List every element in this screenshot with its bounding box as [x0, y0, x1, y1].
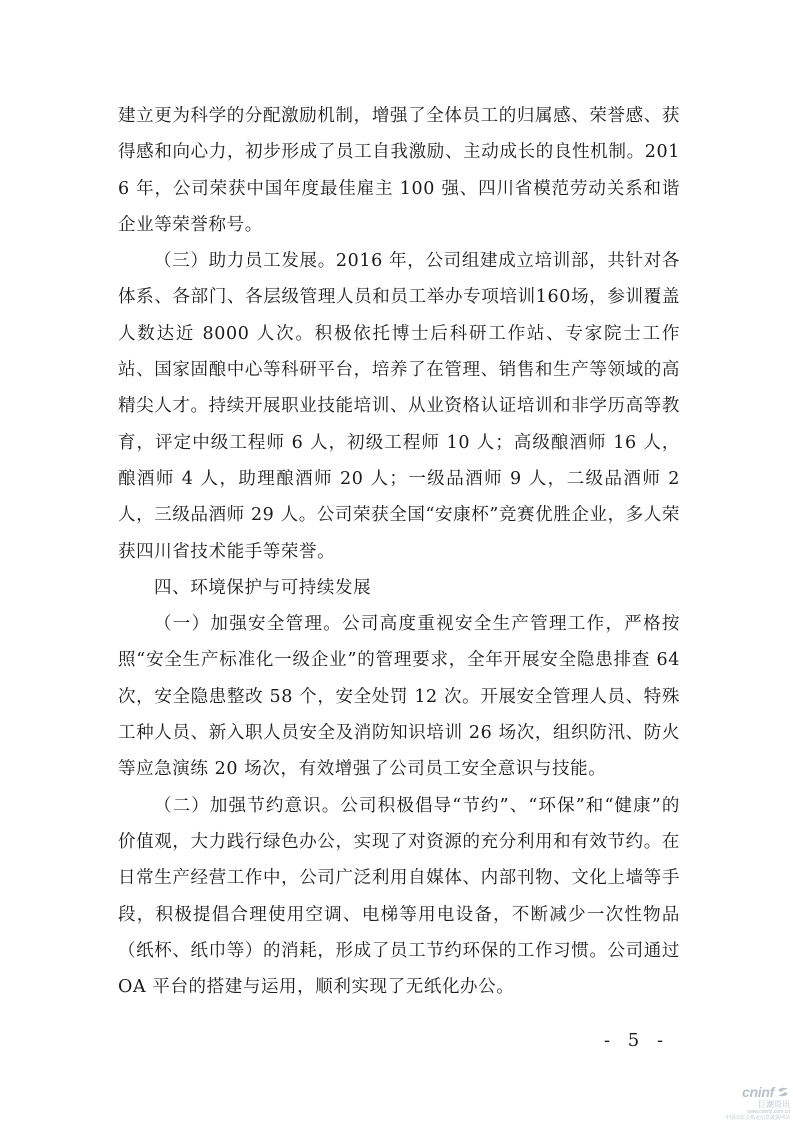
- watermark-url: www.cninfo.com.cn: [747, 1109, 790, 1115]
- paragraph-employee-development: （三）助力员工发展。2016 年，公司组建成立培训部，共针对各体系、各部门、各层级管理人员和员工举办专项培训160场，参训覆盖人数达近 8000 人次。积极依托博士后科研工作站、专家院士工作站、国家固酿中心等科研平台，培养了在管理、销售和生产等领域的高精尖人才。持续开展职业技能培训、从业资格认证培训和非学历高等教育，评定中级工程师 6 人，初级工程师 10 人；高级酿酒师 16 人，酿酒师 4 人，助理酿酒师 20 人；一级品酒师 9 人，二级品酒师 2 人，三级品酒师 29 人。公司荣获全国“安康杯”竞赛优胜企业，多人荣获四川省技术能手等荣誉。: [118, 251, 680, 562]
- cninfo-logo-icon: [776, 1085, 790, 1099]
- watermark-brand: cninf: [742, 1084, 774, 1100]
- watermark-name: 巨潮资讯: [758, 1100, 790, 1109]
- paragraph-safety-management: （一）加强安全管理。公司高度重视安全生产管理工作，严格按照“安全生产标准化一级企业”的管理要求，全年开展安全隐患排查 64 次，安全隐患整改 58 个，安全处罚 12 次。开展安全管理人员、特殊工种人员、新入职人员安全及消防知识培训 26 场次，组织防汛、防火等应急演练 20 场次，有效增强了公司员工安全意识与技能。: [118, 614, 680, 780]
- paragraph-saving-awareness: （二）加强节约意识。公司积极倡导“节约”、“环保”和“健康”的价值观，大力践行绿色办公，实现了对资源的充分利用和有效节约。在日常生产经营工作中，公司广泛利用自媒体、内部刊物、文化上墙等手段，积极提倡合理使用空调、电梯等用电设备，不断减少一次性物品（纸杯、纸巾等）的消耗，形成了员工节约环保的工作习惯。公司通过 OA 平台的搭建与运用，顺利实现了无纸化办公。: [118, 795, 680, 998]
- section-heading-environment: 四、环境保护与可持续发展: [154, 577, 372, 598]
- page-number: - 5 -: [604, 1030, 670, 1051]
- watermark-org: 中国证监会指定信息披露网站: [724, 1115, 790, 1121]
- cninfo-watermark: [700, 1084, 790, 1120]
- body-text: [118, 98, 680, 1005]
- paragraph-continuation: 建立更为科学的分配激励机制，增强了全体员工的归属感、荣誉感、获得感和向心力，初步形成了员工自我激励、主动成长的良性机制。2016 年，公司荣获中国年度最佳雇主 100 强、四川省模范劳动关系和谐企业等荣誉称号。: [118, 106, 680, 235]
